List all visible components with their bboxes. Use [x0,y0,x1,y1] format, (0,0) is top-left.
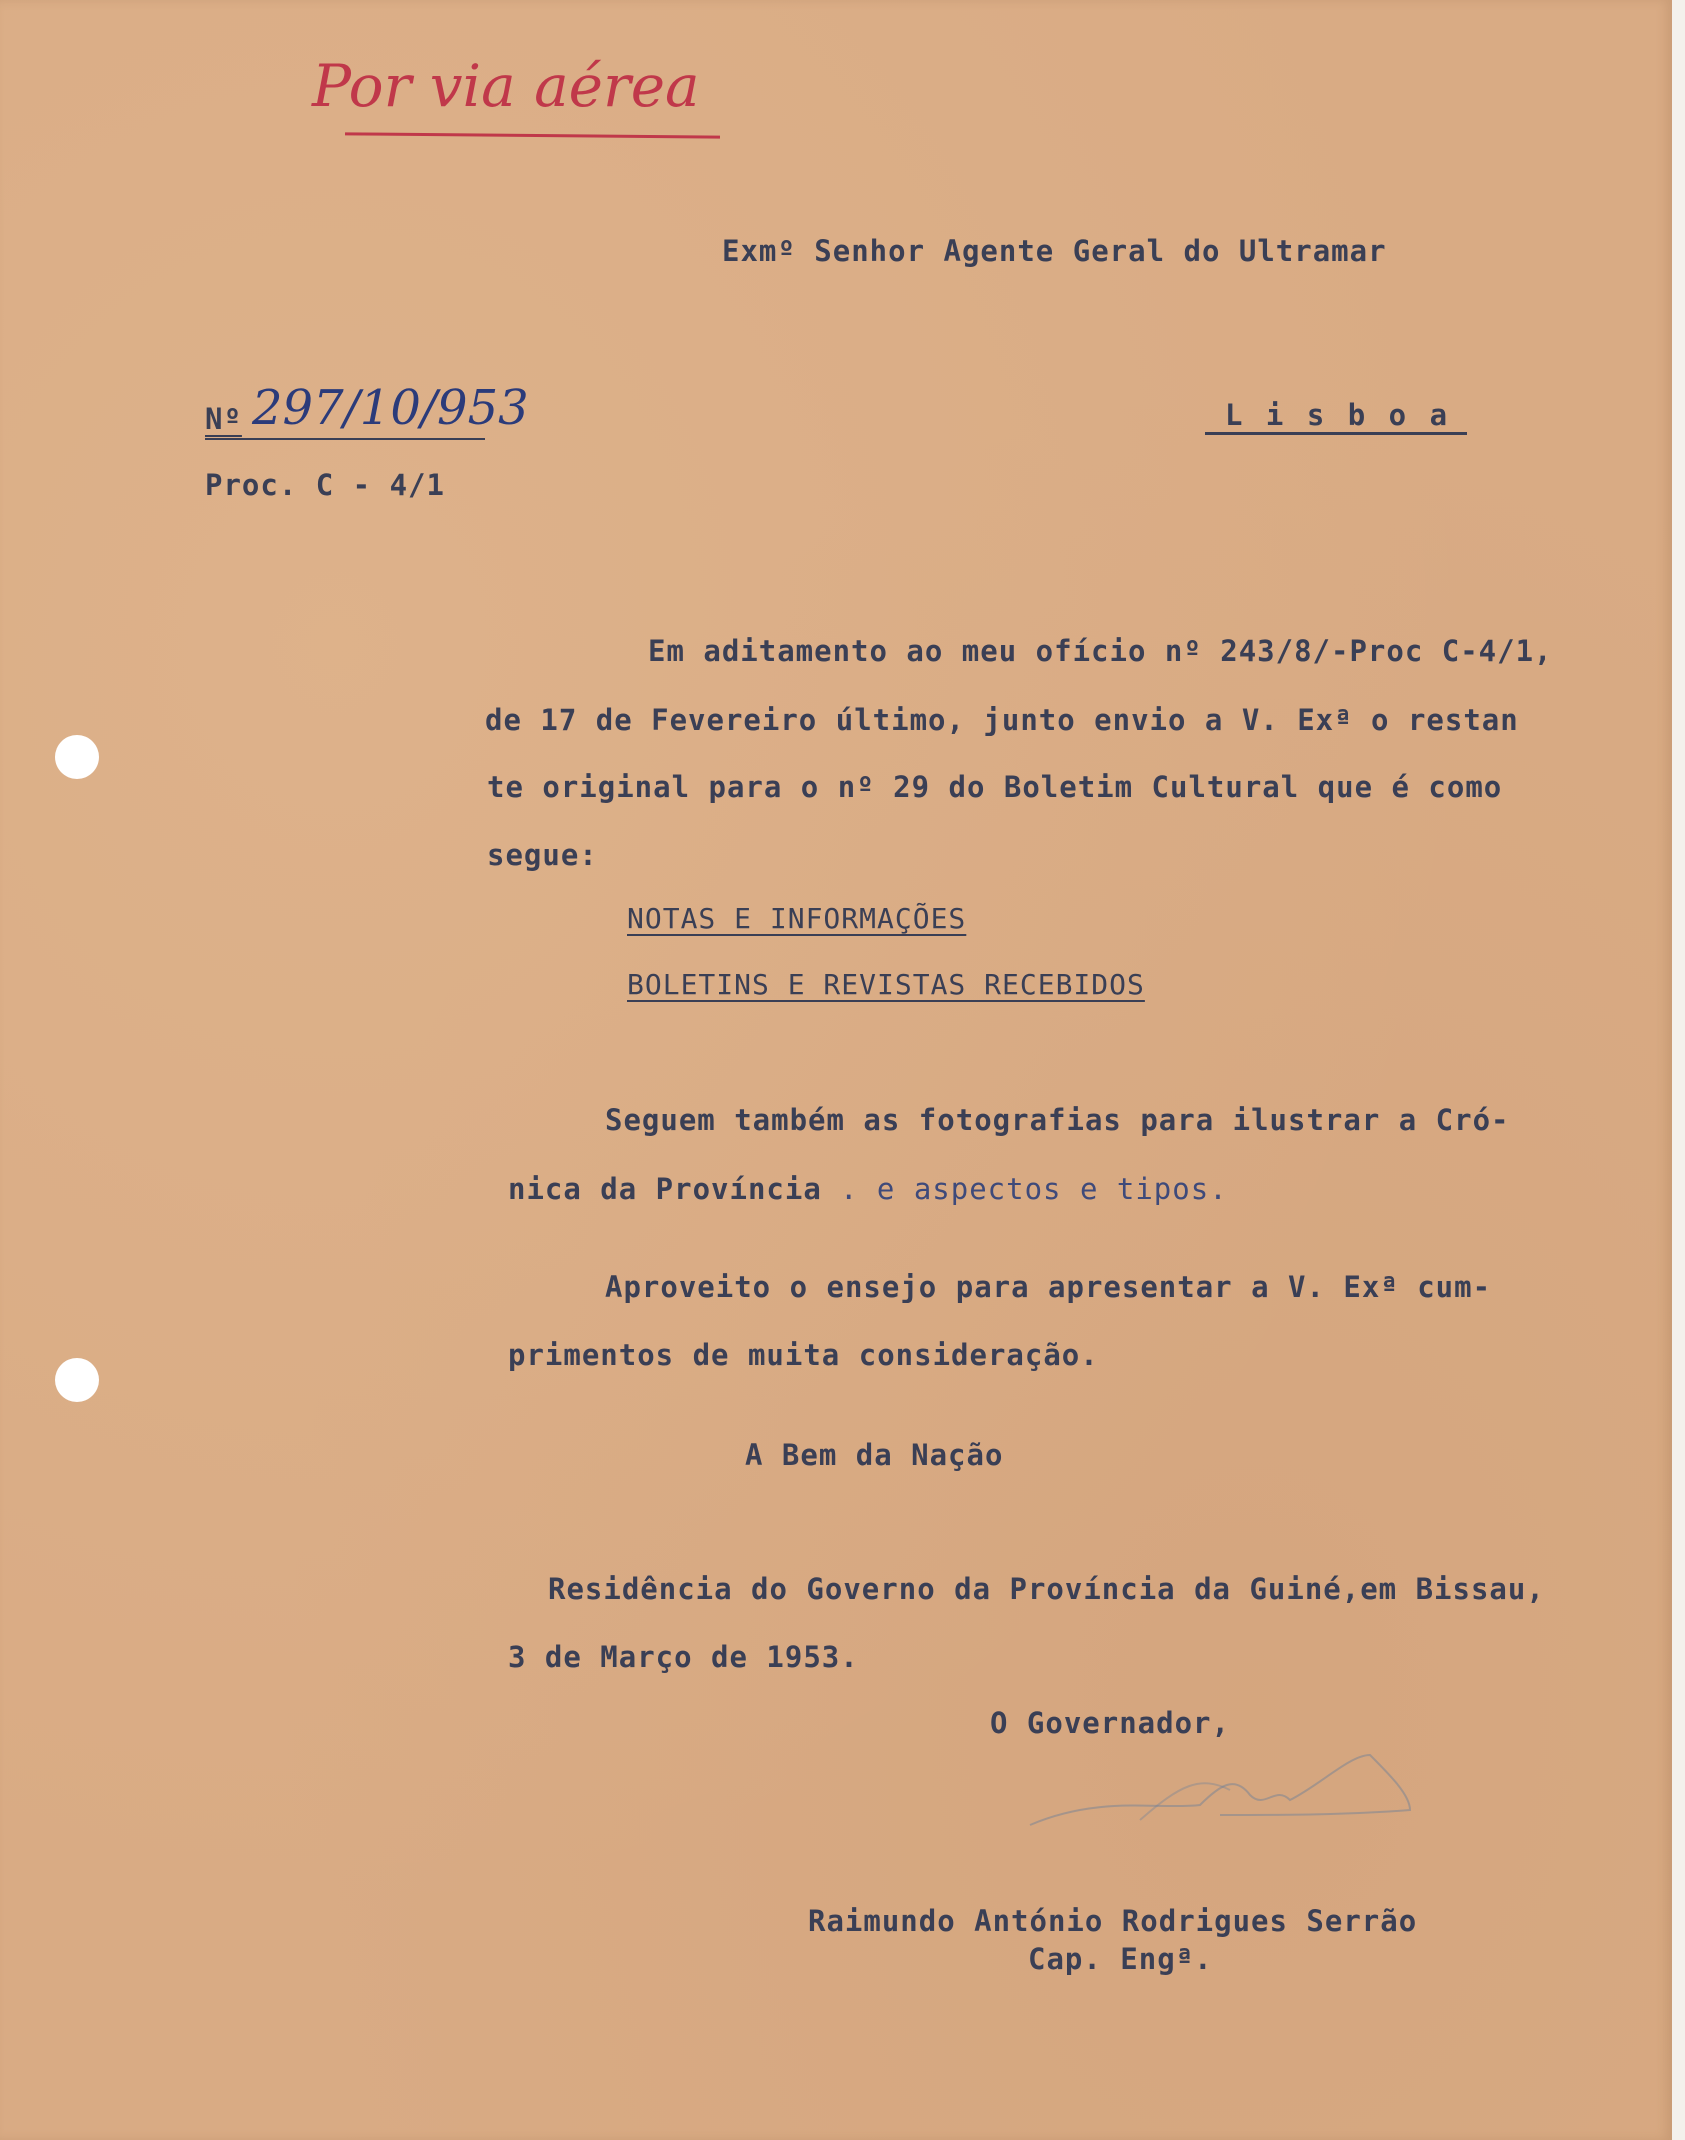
signatory-role: O Governador, [990,1706,1230,1740]
p1-line1: Em aditamento ao meu ofício nº 243/8/-Proc C-4/1, [648,634,1553,668]
signer-name: Raimundo António Rodrigues Serrão [808,1904,1418,1938]
city: L i s b o a [1225,398,1451,432]
p1-line2: de 17 de Fevereiro último, junto envio a V. Exª o restan [485,703,1519,737]
p2-line2a: nica da Província [508,1172,822,1206]
signer-rank: Cap. Engª. [1028,1942,1213,1976]
closing-formula: A Bem da Nação [745,1438,1004,1472]
signature-image [1020,1715,1420,1845]
handwritten-note: Por via aérea [312,52,700,120]
addressee: Exmº Senhor Agente Geral do Ultramar [722,234,1387,268]
p3-line1: Aproveito o ensejo para apresentar a V. Exª cum- [605,1270,1492,1304]
document-number: 297/10/953 [252,380,529,436]
number-prefix: Nº [205,402,242,436]
p1-line4: segue: [487,838,598,872]
city-underline [1205,432,1467,435]
p2-line1: Seguem também as fotografias para ilustrar a Cró- [605,1103,1510,1137]
list-item-notas: NOTAS E INFORMAÇÕES [627,902,967,935]
p2-line2b: . e aspectos e tipos. [840,1172,1228,1206]
page-edge [1672,0,1685,2140]
place-line1: Residência do Governo da Província da Guiné,em Bissau, [548,1572,1545,1606]
process-reference: Proc. C - 4/1 [205,468,445,502]
place-line2: 3 de Março de 1953. [508,1640,859,1674]
p3-line2: primentos de muita consideração. [508,1338,1099,1372]
list-item-boletins: BOLETINS E REVISTAS RECEBIDOS [627,968,1145,1001]
p1-line3: te original para o nº 29 do Boletim Cultural que é como [487,770,1503,804]
punch-hole-bottom [55,1358,99,1402]
punch-hole-top [55,735,99,779]
number-underline [205,438,485,440]
